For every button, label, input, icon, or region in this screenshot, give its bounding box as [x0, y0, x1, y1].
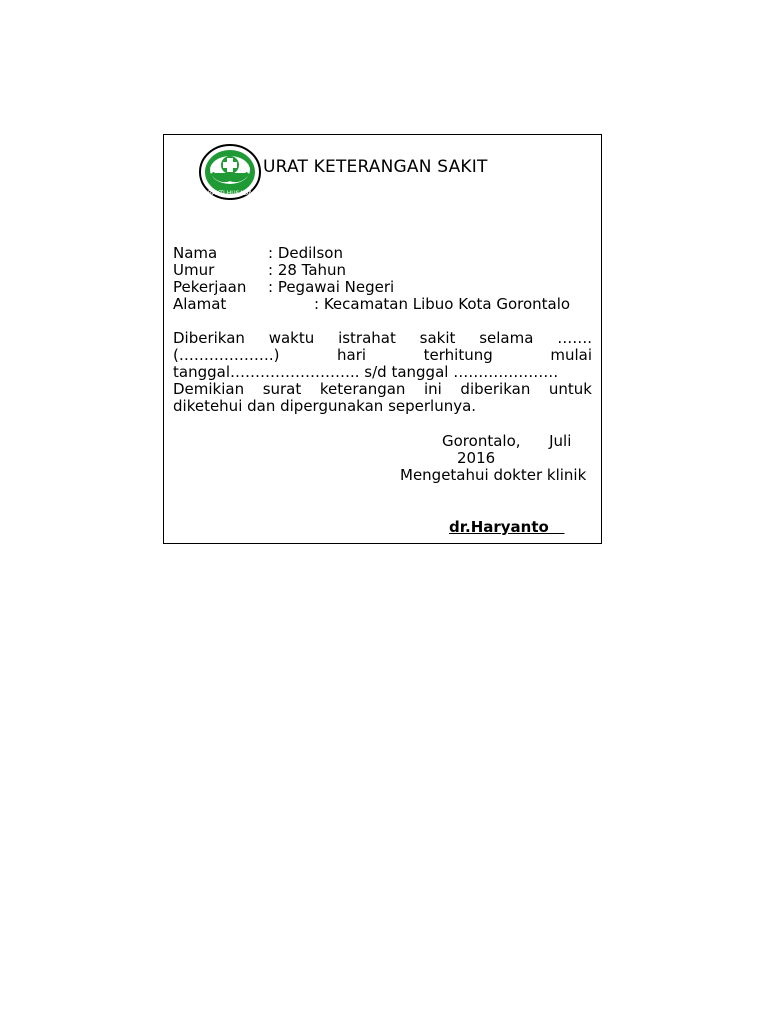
field-label: Alamat — [173, 295, 227, 313]
field-row — [173, 262, 346, 279]
body-line: (……………….) hari terhitung mulai — [173, 346, 592, 364]
field-value: : Pegawai Negeri — [268, 278, 395, 296]
bakti-husada-logo — [198, 143, 262, 201]
field-value: : Dedilson — [268, 244, 343, 262]
field-row — [173, 279, 394, 296]
body-line: Demikian surat keterangan ini diberikan untuk — [173, 380, 592, 398]
field-label: Pekerjaan — [173, 278, 247, 296]
doctor-signature-name: dr.Haryanto — [449, 518, 565, 536]
body-line: Diberikan waktu istrahat sakit selama ……. — [173, 329, 592, 347]
field-row — [173, 245, 343, 262]
body-line: tanggal…………………….. s/d tanggal ………………… — [173, 363, 559, 381]
body-paragraph — [173, 330, 592, 415]
field-label: Umur — [173, 261, 215, 279]
document-title: URAT KETERANGAN SAKIT — [263, 157, 488, 177]
logo-text: BAKTI HUSADA — [207, 190, 253, 197]
field-label: Nama — [173, 244, 218, 262]
field-row — [173, 296, 570, 313]
field-value: : Kecamatan Libuo Kota Gorontalo — [314, 295, 571, 313]
acknowledge-line: Mengetahui dokter klinik — [400, 466, 587, 484]
body-line: diketehui dan dipergunakan seperlunya. — [173, 397, 477, 415]
field-value: : 28 Tahun — [268, 261, 347, 279]
year-line: 2016 — [457, 449, 496, 467]
place-date-line: Gorontalo, Juli — [442, 432, 572, 450]
